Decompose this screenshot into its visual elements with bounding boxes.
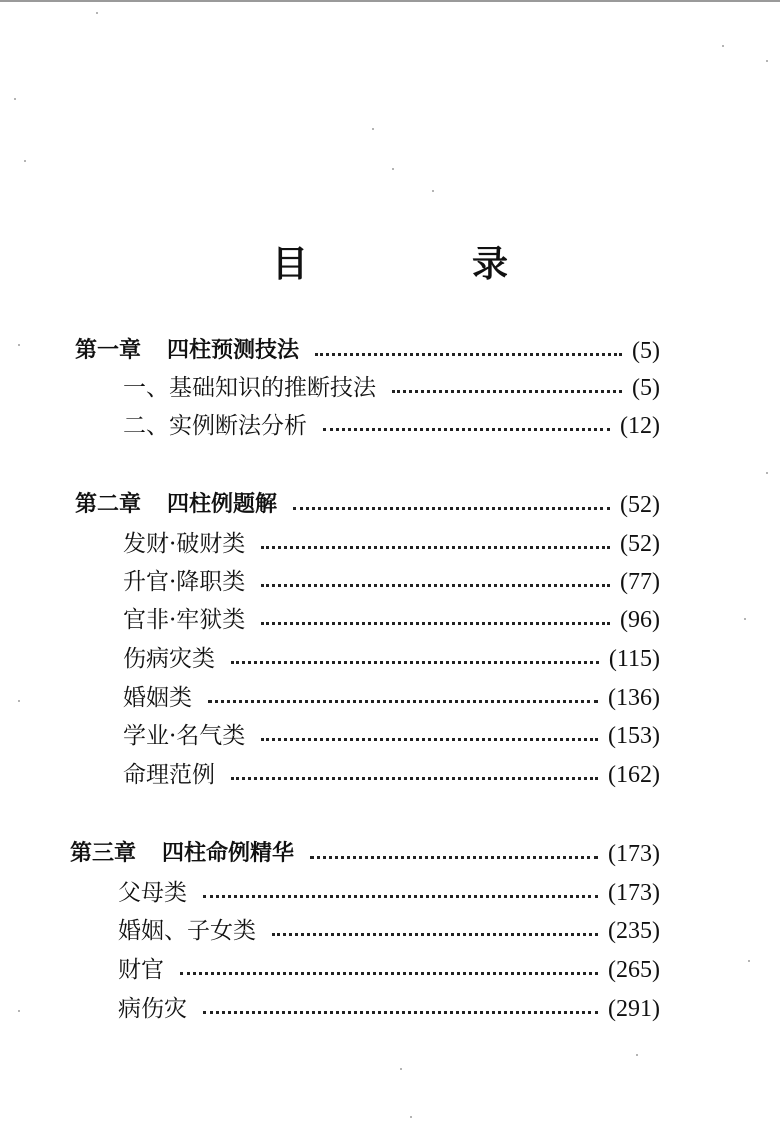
page-number: (52) xyxy=(620,492,660,518)
dot-leader xyxy=(392,390,622,393)
toc-section-2-4[interactable] xyxy=(123,643,660,675)
chapter-number: 第一章 xyxy=(75,338,142,363)
scan-speck xyxy=(392,168,394,170)
toc-section-2-6[interactable] xyxy=(123,720,660,752)
toc-entry-label xyxy=(70,838,294,870)
toc-section-1-2[interactable] xyxy=(123,410,660,442)
page-number: (136) xyxy=(608,685,660,711)
section-title: 财官 xyxy=(118,957,164,983)
toc-chapter-2[interactable] xyxy=(75,489,660,521)
toc-section-3-3[interactable] xyxy=(118,954,660,986)
dot-leader xyxy=(272,933,598,936)
toc-section-1-1[interactable] xyxy=(123,372,660,404)
section-title: 病伤灾 xyxy=(118,996,187,1022)
dot-leader xyxy=(261,546,610,549)
page-number: (5) xyxy=(632,338,660,364)
section-title: 升官·降职类 xyxy=(123,569,246,595)
chapter-number: 第三章 xyxy=(70,841,137,866)
toc-chapter-3[interactable] xyxy=(70,838,660,870)
scan-speck xyxy=(18,700,20,702)
toc-entry-label xyxy=(75,489,277,521)
chapter-number: 第二章 xyxy=(75,492,142,517)
scan-speck xyxy=(372,128,374,130)
scan-speck xyxy=(18,1010,20,1012)
page-number: (235) xyxy=(608,918,660,944)
page-number: (291) xyxy=(608,996,660,1022)
toc-section-2-3[interactable] xyxy=(123,604,660,636)
section-title: 学业·名气类 xyxy=(123,723,246,749)
section-title: 婚姻、子女类 xyxy=(118,918,256,944)
page-number: (265) xyxy=(608,957,660,983)
dot-leader xyxy=(203,1011,598,1014)
scan-speck xyxy=(14,98,16,100)
toc-entry-label xyxy=(75,335,299,367)
toc-section-3-1[interactable] xyxy=(118,877,660,909)
dot-leader xyxy=(261,584,610,587)
page-number: (173) xyxy=(608,841,660,867)
dot-leader xyxy=(261,622,610,625)
page-number: (52) xyxy=(620,531,660,557)
section-title: 一、基础知识的推断技法 xyxy=(123,375,376,401)
section-title: 婚姻类 xyxy=(123,685,192,711)
section-title: 官非·牢狱类 xyxy=(123,607,246,633)
scan-speck xyxy=(432,190,434,192)
page-top-edge xyxy=(0,0,780,2)
toc-section-3-2[interactable] xyxy=(118,915,660,947)
section-title: 命理范例 xyxy=(123,762,215,788)
dot-leader xyxy=(293,507,610,510)
page-number: (77) xyxy=(620,569,660,595)
page-number: (162) xyxy=(608,762,660,788)
page-number: (115) xyxy=(608,646,660,672)
page-number: (5) xyxy=(632,375,660,401)
section-title: 发财·破财类 xyxy=(123,531,246,557)
dot-leader xyxy=(180,972,598,975)
dot-leader xyxy=(231,777,598,780)
dot-leader xyxy=(231,661,599,664)
toc-section-3-4[interactable] xyxy=(118,993,660,1025)
toc-chapter-1[interactable] xyxy=(75,335,660,367)
toc-section-2-7[interactable] xyxy=(123,759,660,791)
scan-speck xyxy=(400,1068,402,1070)
section-title: 二、实例断法分析 xyxy=(123,413,307,439)
toc-section-2-5[interactable] xyxy=(123,682,660,714)
page-number: (153) xyxy=(608,723,660,749)
scan-speck xyxy=(766,472,768,474)
scan-speck xyxy=(24,160,26,162)
dot-leader xyxy=(261,738,598,741)
chapter-title: 四柱预测技法 xyxy=(167,338,300,363)
page-number: (12) xyxy=(620,413,660,439)
dot-leader xyxy=(310,856,598,859)
dot-leader xyxy=(323,428,610,431)
dot-leader xyxy=(315,353,622,356)
chapter-title: 四柱例题解 xyxy=(167,492,278,517)
scan-speck xyxy=(744,618,746,620)
toc-section-2-2[interactable] xyxy=(123,566,660,598)
section-title: 伤病灾类 xyxy=(123,646,215,672)
page-title: 目 录 xyxy=(271,244,572,285)
scan-speck xyxy=(722,45,724,47)
scan-speck xyxy=(766,60,768,62)
scan-speck xyxy=(96,12,98,14)
page-number: (96) xyxy=(620,607,660,633)
dot-leader xyxy=(208,700,598,703)
dot-leader xyxy=(203,895,598,898)
page-number: (173) xyxy=(608,880,660,906)
scan-speck xyxy=(748,960,750,962)
scan-speck xyxy=(636,1054,638,1056)
scan-speck xyxy=(410,1116,412,1118)
chapter-title: 四柱命例精华 xyxy=(162,841,295,866)
toc-section-2-1[interactable] xyxy=(123,528,660,560)
section-title: 父母类 xyxy=(118,880,187,906)
scan-speck xyxy=(18,344,20,346)
